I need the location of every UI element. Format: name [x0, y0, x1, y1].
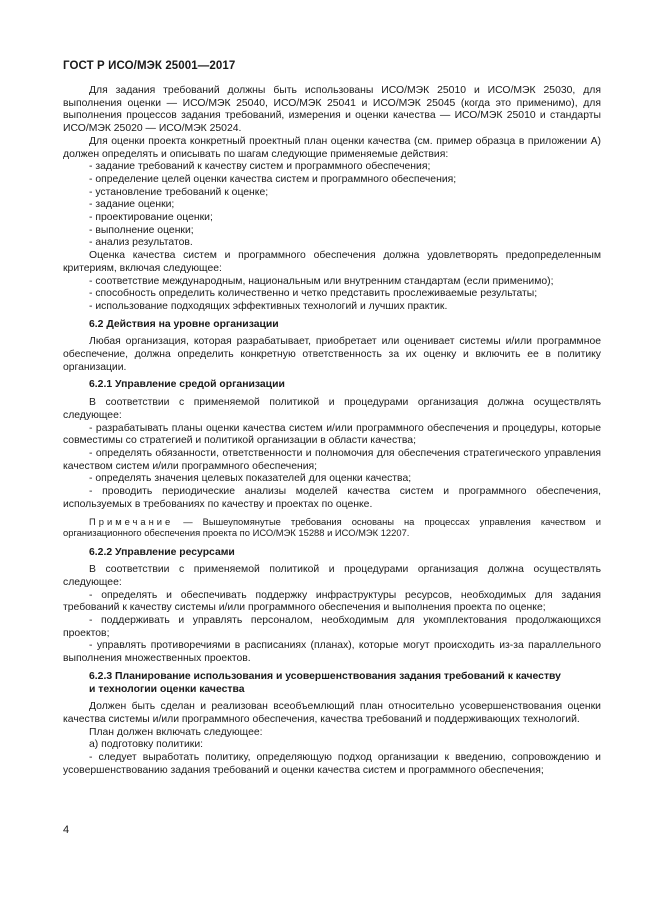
- subsection-heading: 6.2.2 Управление ресурсами: [89, 546, 235, 558]
- page-number: 4: [63, 824, 70, 836]
- note-label: Примечание: [89, 515, 174, 527]
- paragraph: Оценка качества систем и программного обеспечения должна удовлетворять предопределенным критериям, включая следующее:: [63, 250, 601, 274]
- list-item: - анализ результатов.: [89, 237, 193, 249]
- paragraph: План должен включать следующее:: [89, 726, 263, 738]
- note-text: — Вышеупомянутые требования основаны на процессах управления качеством и организационного обеспечения проекта по ИСО/МЭК 15288 и ИСО/МЭК 12207.: [63, 515, 601, 538]
- list-item: - определение целей оценки качества систем и программного обеспечения;: [89, 173, 457, 185]
- list-item: - соответствие международным, национальным или внутренним стандартам (если применимо);: [89, 275, 554, 287]
- page-content: [63, 85, 601, 777]
- paragraph: а) подготовку политики:: [89, 739, 204, 751]
- list-item: - выполнение оценки;: [89, 224, 194, 236]
- list-item: - установление требований к оценке;: [89, 186, 269, 198]
- paragraph: Любая организация, которая разрабатывает, приобретает или оценивает системы и/или программное обеспечение, должна определить конкретную ответственность за их оценку и включить ее в политику организации.: [63, 336, 601, 373]
- note: [63, 516, 601, 539]
- paragraph: - следует выработать политику, определяющую подход организации к введению, сопровождению и усовершенствованию задания требований и оценки качества систем и программного обеспечения;: [63, 752, 601, 776]
- section-heading: 6.2 Действия на уровне организации: [89, 318, 279, 330]
- paragraph: В соответствии с применяемой политикой и процедурами организация должна осуществлять следующее:: [63, 397, 601, 421]
- list-item: - разрабатывать планы оценки качества систем и/или программного обеспечения и процедуры, которые совместимы со стратегией и политикой организации в области качества;: [63, 422, 601, 447]
- paragraph: Для оценки проекта конкретный проектный план оценки качества (см. пример образца в приложении А) должен определять и описывать по шагам следующие применяемые действия:: [63, 135, 601, 160]
- subsection-heading: 6.2.3 Планирование использования и усовершенствования задания требований к качеству: [89, 670, 561, 682]
- list-item: - определять и обеспечивать поддержку инфраструктуры ресурсов, необходимых для задания требований к качеству системы и/или программного обеспечения и выполнения проекта по оценке;: [63, 589, 601, 614]
- list-item: - задание требований к качеству систем и программного обеспечения;: [89, 161, 431, 173]
- list-item: - определять значения целевых показателей для оценки качества;: [89, 473, 412, 485]
- document-header: ГОСТ Р ИСО/МЭК 25001—2017: [63, 60, 236, 72]
- list-item: - определять обязанности, ответственности и полномочия для обеспечения стратегического управления качеством систем и/или программного обеспечения;: [63, 447, 601, 472]
- list-item: - задание оценки;: [89, 199, 175, 211]
- paragraph: Для задания требований должны быть использованы ИСО/МЭК 25010 и ИСО/МЭК 25030, для выполнения оценки — ИСО/МЭК 25040, ИСО/МЭК 25041 и ИСО/МЭК 25045 (когда это применимо), для выполнения процессов задания требований, измерения и оценки качества — ИСО/МЭК 25010 и стандарты ИСО/МЭК 25020 — ИСО/МЭК 25024.: [63, 85, 601, 135]
- subsection-heading: 6.2.1 Управление средой организации: [89, 379, 285, 391]
- list-item: - способность определить количественно и четко представить прослеживаемые результаты;: [89, 288, 538, 300]
- list-item: - поддерживать и управлять персоналом, необходимым для укомплектования продолжающихся проектов;: [63, 615, 601, 639]
- list-item: - управлять противоречиями в расписаниях (планах), которые могут происходить из-за параллельного выполнения множественных проектов.: [63, 640, 601, 665]
- subsection-heading-cont: и технологии оценки качества: [89, 683, 245, 695]
- list-item: - проектирование оценки;: [89, 212, 213, 224]
- list-item: - использование подходящих эффективных технологий и лучших практик.: [89, 300, 448, 312]
- paragraph: Должен быть сделан и реализован всеобъемлющий план относительно усовершенствования оценки качества системы и/или программного обеспечения, качества требований и поддерживающих технологий.: [63, 701, 601, 725]
- paragraph: В соответствии с применяемой политикой и процедурами организация должна осуществлять следующее:: [63, 564, 601, 588]
- list-item: - проводить периодические анализы моделей качества систем и программного обеспечения, используемых в требованиях по качеству и проектах по оценке.: [63, 486, 601, 510]
